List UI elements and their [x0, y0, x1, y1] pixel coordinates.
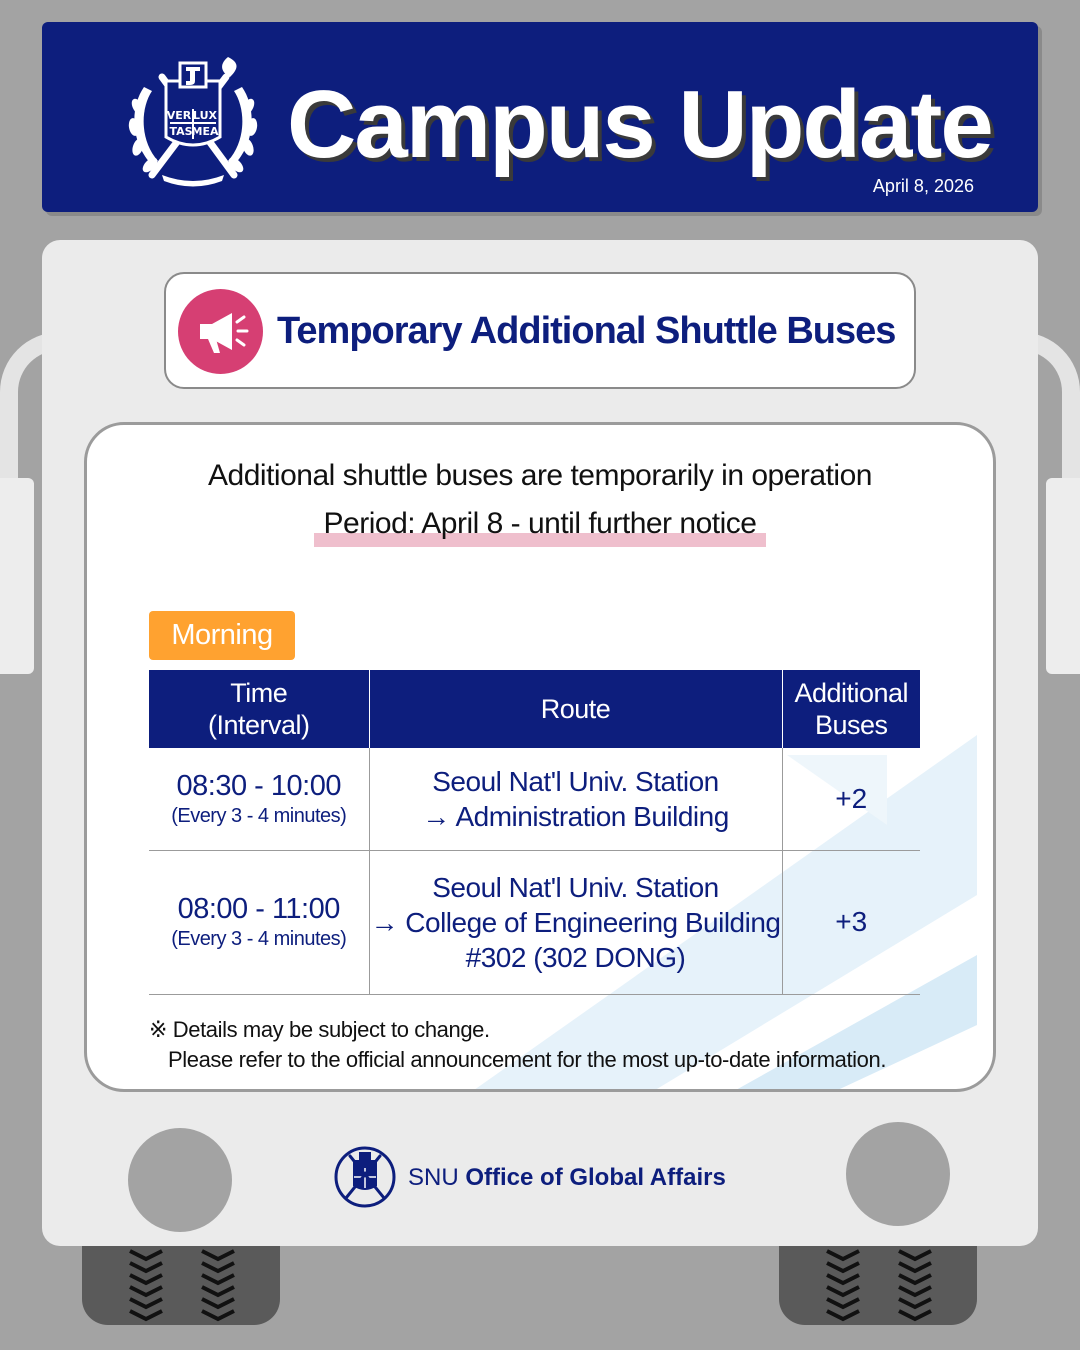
header-route: Route — [369, 670, 782, 748]
header-banner — [42, 22, 1038, 212]
header-additional-buses: Additional Buses — [782, 670, 920, 748]
bus-mirror-pad-right — [1046, 478, 1080, 674]
time-cell: 08:30 - 10:00 (Every 3 - 4 minutes) — [149, 748, 369, 850]
content-card — [84, 422, 996, 1092]
notice-banner — [164, 272, 916, 389]
table-header-row — [149, 670, 920, 748]
header-time: Time (Interval) — [149, 670, 369, 748]
bus-body — [42, 240, 1038, 1246]
svg-text:TAS: TAS — [169, 125, 193, 138]
intro-text: Additional shuttle buses are temporarily in operation — [208, 459, 872, 492]
table-row — [149, 748, 920, 850]
table-row — [149, 850, 920, 994]
route-cell: Seoul Nat'l Univ. Station → Administration Building — [369, 748, 782, 850]
snu-emblem-small-logo — [334, 1146, 396, 1208]
period-text: Period: April 8 - until further notice — [314, 507, 767, 541]
megaphone-icon — [178, 289, 263, 374]
svg-text:MEA: MEA — [191, 125, 219, 138]
time-cell: 08:00 - 11:00 (Every 3 - 4 minutes) — [149, 850, 369, 994]
post-date: April 8, 2026 — [872, 176, 974, 196]
bus-headlight-right — [846, 1122, 950, 1226]
footer-org-name: SNU Office of Global Affairs — [408, 1164, 726, 1191]
bus-headlight-left — [128, 1128, 232, 1232]
route-cell: Seoul Nat'l Univ. Station → College of Engineering Building #302 (302 DONG) — [369, 850, 782, 994]
page-title: Campus Update — [287, 71, 992, 178]
svg-text:LUX: LUX — [192, 109, 218, 122]
svg-text:VERI: VERI — [166, 109, 196, 122]
morning-badge: Morning — [149, 611, 295, 660]
notice-title: Temporary Additional Shuttle Buses — [277, 310, 896, 352]
buses-cell: +3 — [782, 850, 920, 994]
disclaimer-note: ※ Details may be subject to change. Please refer to the official announcement for the most up-to-date information. — [149, 1017, 887, 1072]
buses-cell: +2 — [782, 748, 920, 850]
snu-emblem-logo — [122, 47, 264, 189]
bus-mirror-pad-left — [0, 478, 34, 674]
schedule-table — [149, 670, 920, 995]
